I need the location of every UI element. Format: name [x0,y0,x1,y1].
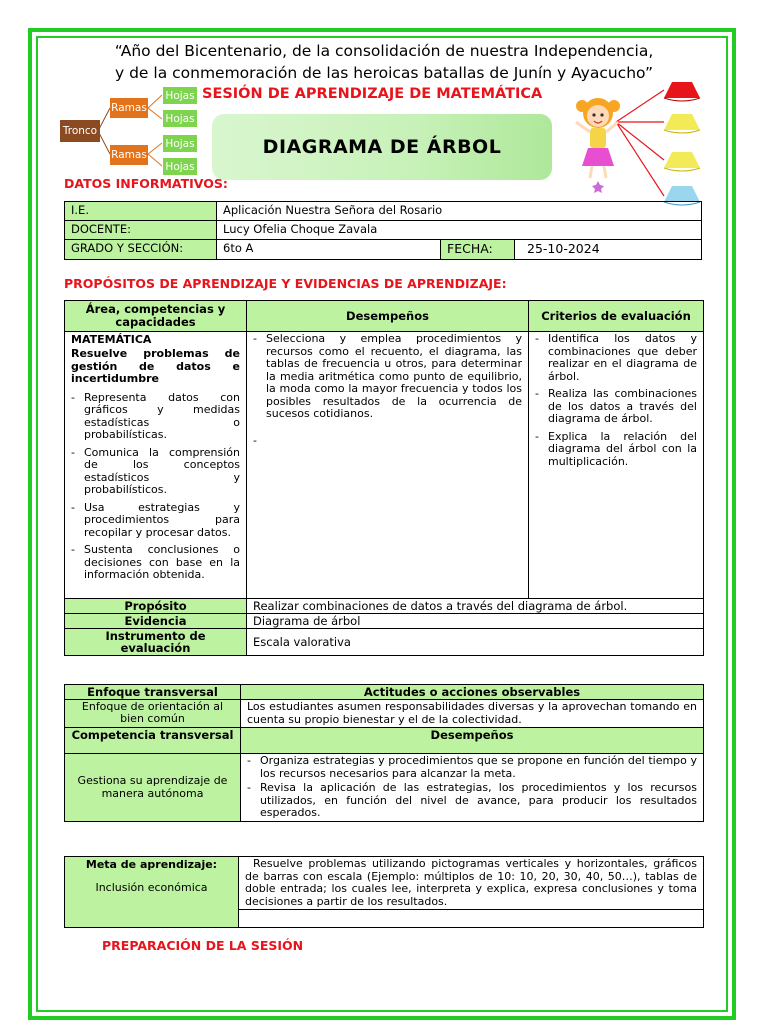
capacidad-item: - Comunica la comprensión de los conceptos estadísticos y probabilísticos. [71,447,240,497]
tree-leaf-box-1: Hojas [162,86,198,105]
criterio-item: - Realiza las combinaciones de los datos a través del diagrama de árbol. [535,388,697,426]
docente-value: Lucy Ofelia Choque Zavala [217,221,702,240]
tree-trunk-box: Tronco [60,120,100,142]
desempenos-list [253,333,522,421]
competencia-value: Gestiona su aprendizaje de manera autónoma [65,754,241,822]
capacidad-item: - Representa datos con gráficos y medidas estadísticas o probabilísticas. [71,392,240,442]
title-banner: DIAGRAMA DE ÁRBOL [212,114,552,180]
desempenos-transversal-list [247,755,697,820]
criterios-cell [529,332,704,599]
criterios-list [535,333,697,468]
tree-leaf-box-3: Hojas [162,134,198,153]
ie-label: I.E. [65,202,217,221]
motto-line-1: “Año del Bicentenario, de la consolidación de nuestra Independencia, [114,42,654,60]
meta-table [64,856,704,928]
ie-value: Aplicación Nuestra Señora del Rosario [217,202,702,221]
capacidades-list [71,392,240,582]
capacidad-item: - Usa estrategias y procedimientos para recopilar y procesar datos. [71,502,240,540]
col-competencia-header: Competencia transversal [65,728,241,754]
propositos-table [64,300,704,656]
girl-skirts-illustration [568,78,708,210]
area-name: MATEMÁTICA [71,333,152,346]
meta-label-cell [65,857,239,928]
meta-label: Meta de aprendizaje: [85,858,218,871]
desempeno-transversal-item: - Organiza estrategias y procedimientos que se propone en función del tiempo y los recursos necesarios para alcanzar la meta. [247,755,697,780]
instrumento-value: Escala valorativa [247,629,704,656]
motto-line-2: y de la conmemoración de las heroicas batallas de Junín y Ayacucho” [114,64,653,82]
propositos-section-label: PROPÓSITOS DE APRENDIZAJE Y EVIDENCIAS DE APRENDIZAJE: [64,276,507,291]
grado-value: 6to A [217,240,441,260]
datos-table [64,201,702,260]
datos-section-label: DATOS INFORMATIVOS: [64,176,228,191]
meta-value: Resuelve problemas utilizando pictogramas verticales y horizontales, gráficos de barras con escala (Ejemplo: múltiplos de 10: 10, 20, 30, 40, 50…), tablas de doble entrada; los cuales lee, interpreta y explica, expresa conclusiones y toma decisiones a partir de los resultados. [239,857,704,910]
col-desempenos-header: Desempeños [247,301,529,332]
area-cell [65,332,247,599]
proposito-value: Realizar combinaciones de datos a través del diagrama de árbol. [247,599,704,614]
desempeno-transversal-item: - Revisa la aplicación de las estrategias, los procedimientos y los recursos utilizados, en función del nivel de avance, para producir los resultados esperados. [247,782,697,820]
col-area-header: Área, competencias y capacidades [65,301,247,332]
criterio-item: - Explica la relación del diagrama del árbol con la multiplicación. [535,431,697,469]
evidencia-label: Evidencia [65,614,247,629]
evidencia-value: Diagrama de árbol [247,614,704,629]
col-enfoque-header: Enfoque transversal [65,685,241,700]
fecha-value: 25-10-2024 [515,240,702,260]
meta-sublabel: Inclusión económica [95,881,208,894]
proposito-label: Propósito [65,599,247,614]
docente-label: DOCENTE: [65,221,217,240]
tree-diagram-graphic [58,84,204,178]
fecha-label: FECHA: [441,240,515,260]
col-desempenos-transversal-header: Desempeños [241,728,704,754]
grado-label: GRADO Y SECCIÓN: [65,240,217,260]
col-criterios-header: Criterios de evaluación [529,301,704,332]
desempenos-cell [247,332,529,599]
enfoque-value: Enfoque de orientación al bien común [65,700,241,728]
tree-leaf-box-2: Hojas [162,109,198,128]
actitudes-value: Los estudiantes asumen responsabilidades diversas y la aprovechan tomando en cuenta su propio bienestar y el de la colectividad. [241,700,704,728]
capacidad-item: - Sustenta conclusiones o decisiones con base en la información obtenida. [71,544,240,582]
col-actitudes-header: Actitudes o acciones observables [241,685,704,700]
competencia-name: Resuelve problemas de gestión de datos e incertidumbre [71,347,240,385]
meta-empty-cell [239,910,704,928]
instrumento-label: Instrumento de evaluación [65,629,247,656]
girl-skirts-icon [568,78,708,210]
preparacion-label: PREPARACIÓN DE LA SESIÓN [102,938,304,953]
enfoque-table [64,684,704,822]
tree-leaf-box-4: Hojas [162,157,198,176]
tree-branch-box-2: Ramas [110,145,148,165]
desempeno-item: - Selecciona y emplea procedimientos y recursos como el recuento, el diagrama, las tablas de frecuencia u otros, para determinar la media aritmética como punto de equilibrio, la moda como la mayor frecuencia y todos los posibles resultados de la ocurrencia de sucesos cotidianos. [253,333,522,421]
desempenos-transversal-cell [241,754,704,822]
session-title: SESIÓN DE APRENDIZAJE DE MATEMÁTICA [202,86,543,102]
criterio-item: - Identifica los datos y combinaciones que deber realizar en el diagrama de árbol. [535,333,697,383]
tree-branch-box-1: Ramas [110,98,148,118]
